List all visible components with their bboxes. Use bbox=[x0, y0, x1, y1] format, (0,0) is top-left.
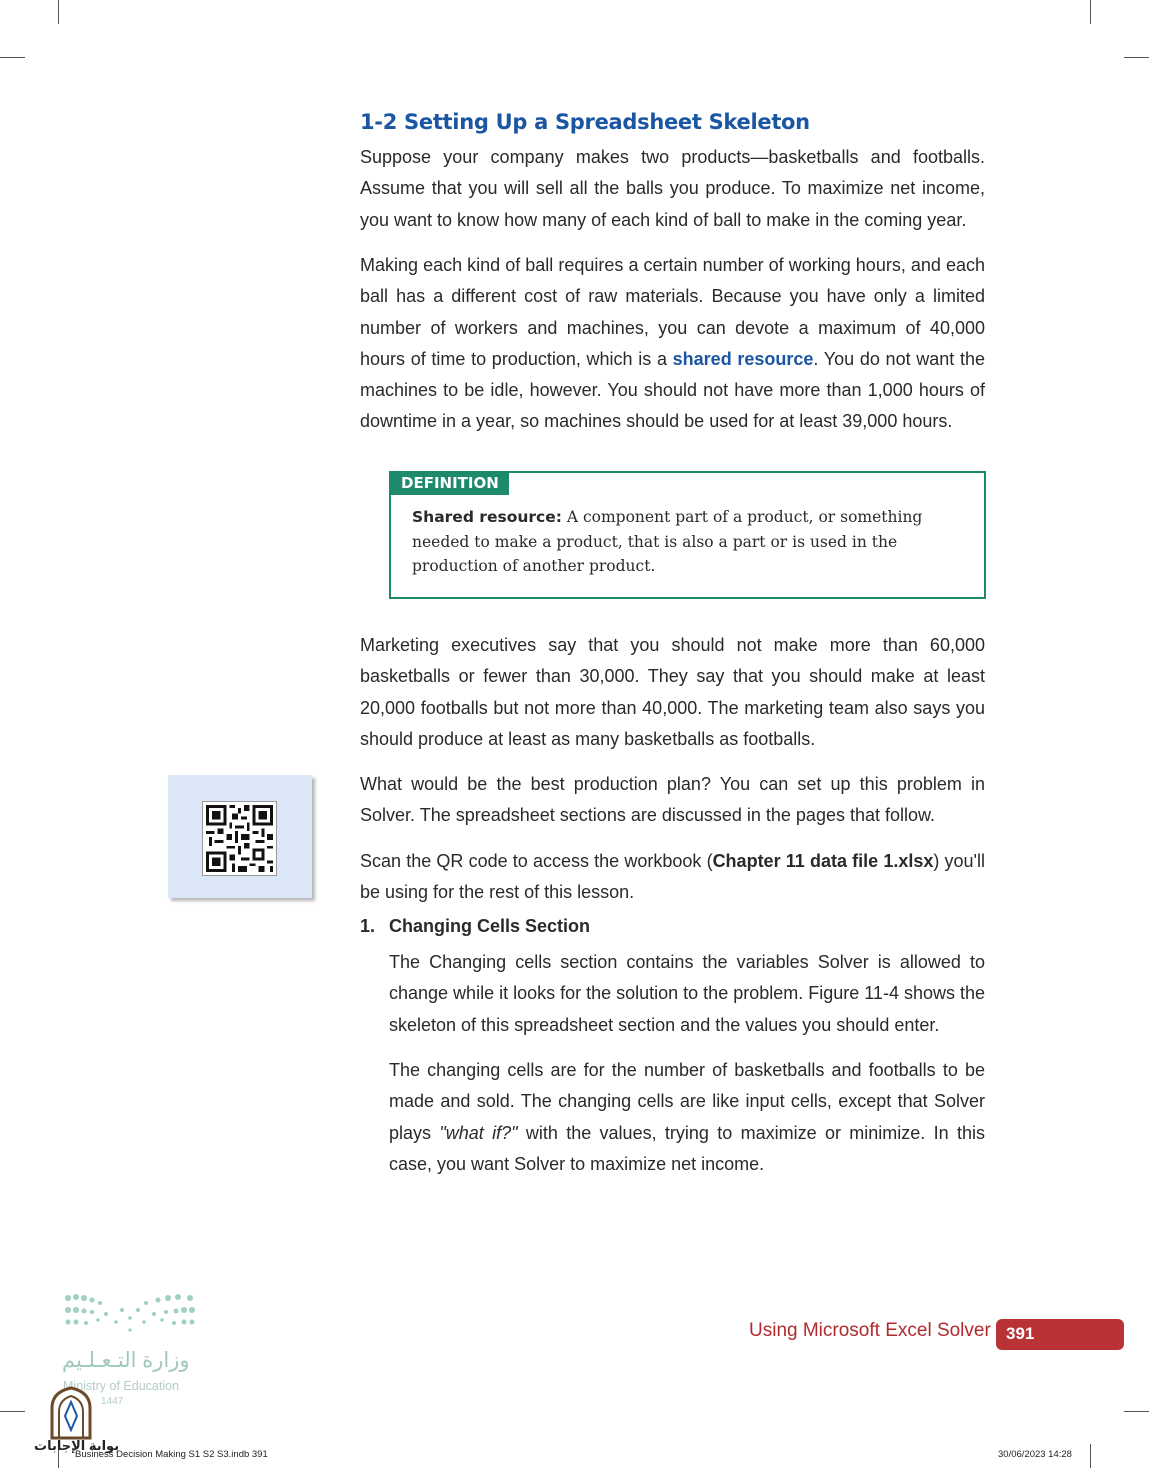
data-file-name: Chapter 11 data file 1.xlsx bbox=[712, 851, 934, 871]
crop-mark bbox=[1124, 1411, 1149, 1412]
page-number: 391 bbox=[1006, 1324, 1035, 1343]
crop-mark bbox=[1090, 1444, 1091, 1468]
qr-panel bbox=[168, 775, 312, 898]
definition-term: Shared resource: bbox=[412, 508, 562, 526]
definition-box bbox=[389, 471, 986, 599]
key-term: shared resource bbox=[672, 348, 814, 369]
list-item-paragraph bbox=[389, 1055, 985, 1180]
list-item-number: 1. bbox=[360, 916, 376, 936]
paragraph-text: The changing cells are for the number of basketballs and footballs to be made and sold. The changing cells are like input cells, except that Solver plays bbox=[389, 1060, 985, 1143]
paragraph-resources bbox=[360, 250, 985, 438]
list-item-paragraph: The Changing cells section contains the variables Solver is allowed to change while it looks for the solution to the problem. Figure 11-4 shows the skeleton of this spreadsheet section and the values you should enter. bbox=[389, 952, 985, 1035]
paragraph-marketing: Marketing executives say that you should not make more than 60,000 basketballs or fewer than 30,000. They say that you should make at least 20,000 footballs but not more than 40,000. The marketing team also says you should produce at least as many basketballs as footballs. bbox=[360, 635, 985, 749]
list-item-title: Changing Cells Section bbox=[389, 916, 591, 936]
watermark-text: بوابة الإجابات bbox=[34, 1438, 120, 1453]
paragraph-qr bbox=[360, 846, 985, 909]
slug-date: 30/06/2023 14:28 bbox=[998, 1449, 1072, 1460]
paragraph-text: Making each kind of ball requires a certain number of working hours, and each ball has a different cost of raw materials. Because you have only a limited number of workers and machines, you can devote a maximum of 40,000 hours of time to production, which is a bbox=[360, 255, 985, 369]
paragraph-text: Scan the QR code to access the workbook ( bbox=[360, 851, 713, 871]
section-heading: 1-2 Setting Up a Spreadsheet Skeleton bbox=[360, 110, 810, 134]
footer-title: Using Microsoft Excel Solver bbox=[749, 1320, 991, 1341]
ministry-name-arabic: وزارة التـعـلـيم bbox=[62, 1349, 190, 1372]
watermark-logo bbox=[48, 1386, 94, 1440]
qr-code[interactable] bbox=[202, 801, 277, 876]
dots-pattern-icon bbox=[62, 1290, 198, 1340]
slug-file-info: Business Decision Making S1 S2 S3.indb 391 bbox=[75, 1449, 268, 1460]
arch-icon bbox=[48, 1386, 94, 1440]
crop-mark bbox=[58, 0, 59, 24]
ministry-logo bbox=[62, 1290, 198, 1340]
definition-label: DEFINITION bbox=[391, 473, 509, 495]
paragraph-intro: Suppose your company makes two products—basketballs and footballs. Assume that you will sell all the balls you produce. To maximize net income, you want to know how many of each kind of ball to make in the coming year. bbox=[360, 147, 985, 230]
crop-mark bbox=[1124, 57, 1149, 58]
ministry-year: 1447 bbox=[101, 1396, 124, 1407]
crop-mark bbox=[0, 57, 25, 58]
page-number-badge bbox=[996, 1319, 1124, 1350]
paragraph-text: ) you'll be using for the rest of this lesson. bbox=[360, 851, 985, 903]
crop-mark bbox=[1090, 0, 1091, 24]
paragraph-text: with the values, trying to maximize or minimize. In this case, you want Solver to maximize net income. bbox=[389, 1122, 985, 1174]
crop-mark bbox=[0, 1411, 25, 1412]
ministry-name-english: Ministry of Education bbox=[63, 1379, 180, 1393]
definition-text bbox=[412, 505, 952, 579]
definition-body: A component part of a product, or something needed to make a product, that is also a part or is used in the production of another product. bbox=[412, 508, 923, 575]
paragraph-production-plan: What would be the best production plan? You can set up this problem in Solver. The spreadsheet sections are discussed in the pages that follow. bbox=[360, 774, 985, 826]
paragraph-text: . You do not want the machines to be idle, however. You should not have more than 1,000 hours of downtime in a year, so machines should be used for at least 39,000 hours. bbox=[360, 348, 985, 432]
italic-phrase: "what if?" bbox=[439, 1122, 518, 1143]
